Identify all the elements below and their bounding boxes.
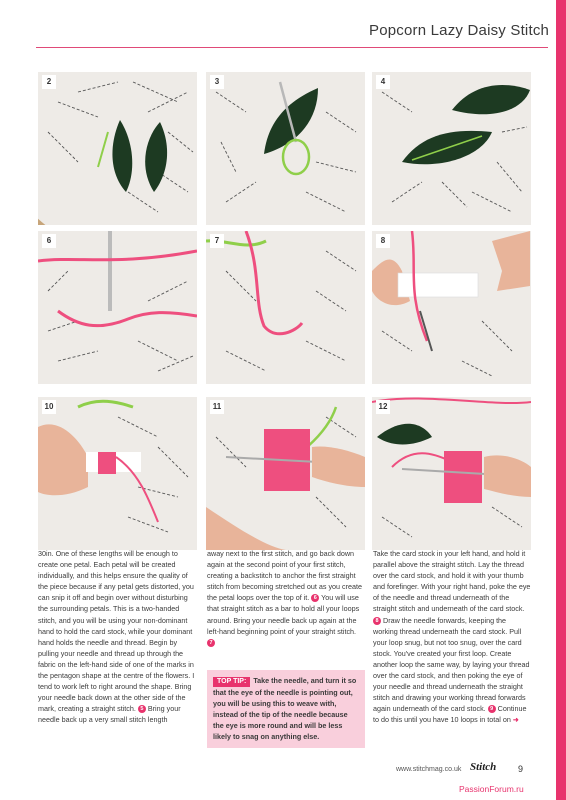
step-photo-7 [206,231,365,384]
step-11-illustration [206,397,365,550]
step-8-illustration [372,231,531,384]
step-number: 3 [210,75,224,89]
page-title: Popcorn Lazy Daisy Stitch [369,22,550,39]
page-edge-accent-bar [556,0,566,800]
step-number: 10 [42,400,56,414]
body-text: away next to the first stitch, and go back down again at the second point of your first stitch, creating a backstitch to anchor the first straight stitch from becoming stretched out as you create the petal loops over the top of it. [207,549,363,603]
title-divider [36,47,548,48]
step-photo-12 [372,397,531,550]
step-number: 8 [376,234,390,248]
step-ref-badge: 7 [207,639,215,647]
step-photo-8 [372,231,531,384]
body-column-1 [38,548,196,726]
step-number: 7 [210,234,224,248]
step-2-illustration [38,72,197,225]
step-photo-2 [38,72,197,225]
step-photo-10 [38,397,197,550]
footer-website-link[interactable]: www.stitchmag.co.uk [396,766,462,773]
body-text: Bring your needle back up a very small stitch length [38,704,181,725]
step-photo-3 [206,72,365,225]
body-text: You will use that straight stitch as a bar to hold all your loops around. Bring your needle back up again at the left-hand beginning point of your straight stitch. [207,593,360,636]
watermark: PassionForum.ru [459,784,524,794]
step-ref-badge: 8 [373,617,381,625]
step-3-illustration [206,72,365,225]
step-number: 4 [376,75,390,89]
step-6-illustration [38,231,197,384]
body-text: Take the card stock in your left hand, and hold it parallel above the straight stitch. Lay the thread over the card stock, and hold it with your thumb and forefinger. With your right hand, poke the eye of the needle and thread underneath of the straight stitch and underneath of the card stock. [373,549,531,614]
step-photo-11 [206,397,365,550]
step-10-illustration [38,397,197,550]
top-tip-box [207,670,365,748]
body-text: Draw the needle forwards, keeping the working thread underneath the card stock. Pull your loop snug, but not too snug, over the card stock. You've created your first loop. Create another loop the same way, by laying your thread over the card stock, and then poking the eye of your needle and thread underneath the straight stitch and drawing your working thread forwards again underneath of the card stock. [373,615,530,714]
step-7-illustration [206,231,365,384]
step-number: 11 [210,400,224,414]
page-number: 9 [518,764,524,774]
step-4-illustration [372,72,531,225]
step-number: 2 [42,75,56,89]
magazine-logo: Stitch [470,761,497,773]
body-column-2 [207,548,365,648]
step-ref-badge: 6 [311,594,319,602]
step-number: 12 [376,400,390,414]
continue-arrow-icon: ➜ [512,715,519,725]
body-text: 30in. One of these lengths will be enough to create one petal. Each petal will be created individually, and this helps ensure the quality of the piece because if any petal gets distorted, you can snip it off and begin over without disturbing the surrounding petals. This is a two-handed stitch, and you will be using your non-dominant hand to hold the card stock, while your dominant hand holds the needle and thread. Begin by pulling your needle and thread up through the fabric on the left-hand side of one of the marks in the pentagon shape at the centre of the flowers. I tend to work left to right around the shape. Bring your needle back down at the other side of the mark, creating a straight stitch. [38,549,195,714]
top-tip-text: Take the needle, and turn it so that the eye of the needle is pointing out, you will be using this to weave with, instead of the tip of the needle because the eye is more round and will be less likely to snag on anything else. [213,676,357,742]
step-ref-badge: 5 [138,705,146,713]
body-text: Continue to do this until you have 10 loops in total on [373,704,527,725]
step-photo-6 [38,231,197,384]
body-column-3 [373,548,531,726]
step-12-illustration [372,397,531,550]
step-number: 6 [42,234,56,248]
step-photo-4 [372,72,531,225]
top-tip-label: TOP TIP: [213,677,250,687]
step-ref-badge: 9 [488,705,496,713]
